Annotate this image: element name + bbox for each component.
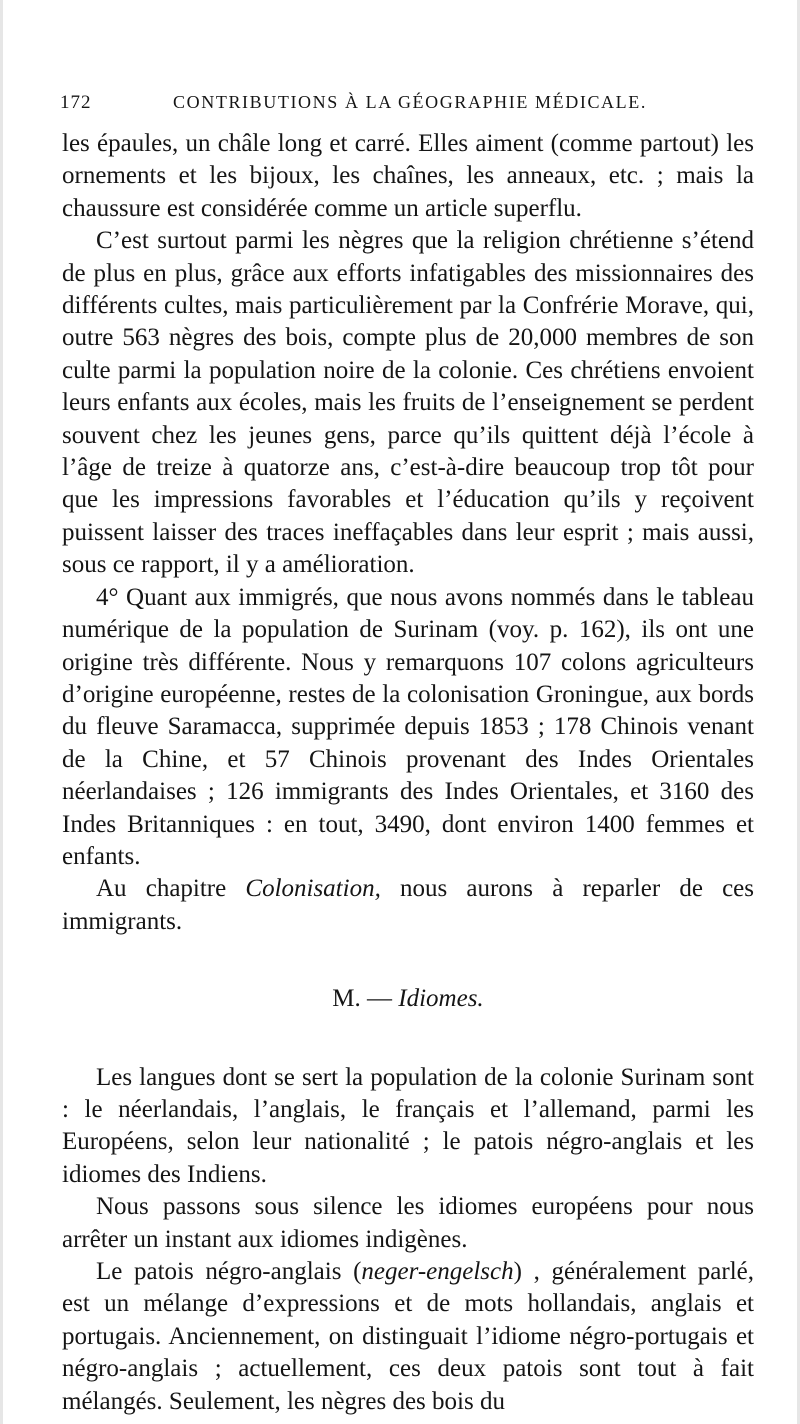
text-segment: nous aurons à reparler de ces immigrants. — [62, 875, 755, 935]
section-title: Idiomes. — [398, 985, 484, 1013]
text-segment: Le patois négro-anglais ( — [96, 1258, 362, 1285]
italic-term: neger-engelsch — [361, 1258, 514, 1285]
paragraph-religion: C’est surtout parmi les nègres que la religion chrétienne s’étend de plus en plus, grâce aux efforts infatigables des missionnaires des différents cultes, mais particulièrement par la Confrérie Morave, qui, outre 563 nègres des bois, compte plus de 20,000 membres de son culte parmi la population noire de la colonie. Ces chrétiens envoient leurs enfants aux écoles, mais les fruits de l’enseignement se perdent souvent chez les jeunes gens, parce qu’ils quittent déjà l’école à l’âge de treize à quatorze ans, c’est-à-dire beaucoup trop tôt pour que les impressions favorables et l’éducation qu’ils y reçoivent puissent laisser des traces ineffaçables dans leur esprit ; mais aussi, sous ce rapport, il y a amélioration. — [62, 227, 754, 579]
section-heading — [62, 983, 754, 1015]
paragraph-patois — [62, 1256, 754, 1418]
paragraph-silence: Nous passons sous silence les idiomes européens pour nous arrêter un instant aux idiomes indigènes. — [62, 1193, 754, 1253]
section-letter: M. — — [332, 985, 399, 1013]
running-title: CONTRIBUTIONS À LA GÉOGRAPHIE MÉDICALE. — [173, 92, 647, 112]
paragraph-colonisation-ref — [62, 873, 754, 938]
page-edge-left — [0, 0, 3, 1424]
page-number: 172 — [60, 92, 92, 113]
running-header — [60, 92, 760, 118]
paragraph-immigrants: 4° Quant aux immigrés, que nous avons nommés dans le tableau numérique de la population de Surinam (voy. p. 162), ils ont une origine très différente. Nous y remarquons 107 colons agriculteurs d’origine européenne, restes de la colonisation Groningue, aux bords du fleuve Saramacca, supprimée depuis 1853 ; 178 Chinois venant de la Chine, et 57 Chinois provenant des Indes Orientales néerlandaises ; 126 immigrants des Indes Orientales, et 3160 des Indes Britanniques : en tout, 3490, dont environ 1400 femmes et enfants. — [62, 583, 754, 870]
text-segment: ) , généralement parlé, est un mélange d’expressions et de mots hollandais, anglais et portugais. Anciennement, on distinguait l’idiome négro-portugais et négro-anglais ; actuellement, ces deux patois sont tout à fait mélangés. Seulement, les nègres des bois du — [62, 1258, 754, 1415]
paragraph-languages: Les langues dont se sert la population de la colonie Surinam sont : le néerlandais, l’anglais, le français et l’allemand, parmi les Européens, selon leur nationalité ; le patois négro-anglais et les idiomes des Indiens. — [62, 1063, 754, 1188]
text-segment: Au chapitre — [96, 875, 246, 903]
italic-term: Colonisation, — [245, 875, 381, 903]
body-text — [62, 128, 754, 1418]
paragraph-continuation: les épaules, un châle long et carré. Elles aiment (comme partout) les ornements et les bijoux, les chaînes, les anneaux, etc. ; mais la chaussure est considérée comme un article superflu. — [62, 130, 754, 222]
